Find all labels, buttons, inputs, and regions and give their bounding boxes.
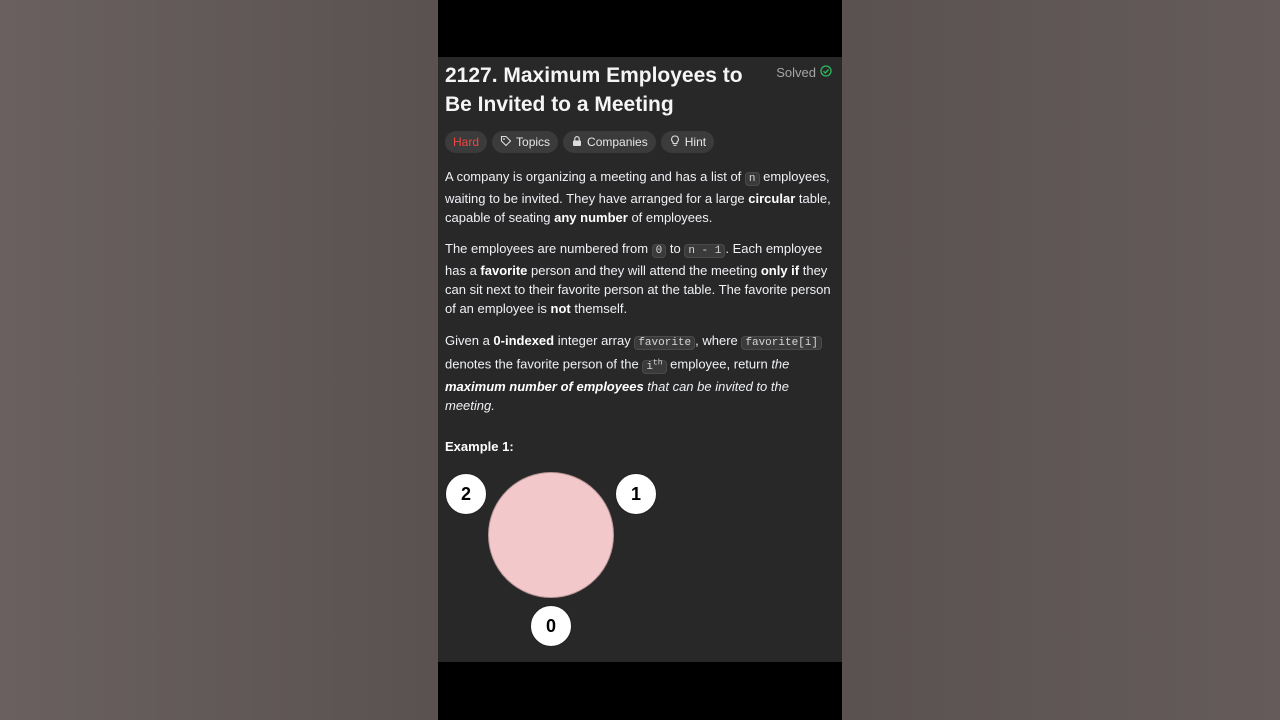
bold-text: favorite [480,263,528,278]
italic-text: the [771,356,790,372]
text: A company is organizing a meeting and has a list of [445,169,745,184]
text: integer array [554,333,635,348]
background-left [0,0,438,720]
phone-frame [438,0,842,720]
companies-label: Companies [587,135,648,149]
employee-node: 1 [615,473,657,515]
inline-code [642,360,666,374]
text: denotes the favorite person of the [445,356,643,372]
circular-table [488,472,614,598]
text: to [666,241,685,256]
example-diagram [438,467,698,657]
employee-node: 2 [445,473,487,515]
text: The employees are numbered from [445,241,652,256]
bold-text: any number [554,210,628,225]
text: person and they will attend the meeting [527,263,761,278]
employee-node: 0 [530,605,572,647]
bold-text: circular [748,191,796,206]
inline-code: 0 [652,244,667,258]
inline-code: favorite [634,336,695,350]
text: . Each employee has a [445,241,823,278]
difficulty-badge: Hard [445,131,487,153]
text: i [646,360,653,373]
inline-code: favorite[i] [741,336,822,350]
text: employee, return [666,356,772,372]
bold-text: only if [760,263,800,278]
lock-icon [571,135,583,150]
text: table, capable of seating [445,191,831,225]
tag-icon [500,135,512,150]
description-paragraph-1 [445,167,837,227]
text: themself. [570,301,628,316]
tag-row [445,131,714,153]
problem-panel [438,57,842,662]
inline-code: n - 1 [684,244,725,258]
solved-label: Solved [776,65,816,80]
bold-text: 0-indexed [493,333,555,348]
description-paragraph-2 [445,239,837,318]
text: they can sit next to their favorite person at the table. The favorite person of an employee is [445,263,831,316]
bold-text: not [550,301,571,316]
lightbulb-icon [669,135,681,150]
topics-label: Topics [516,135,551,149]
text: of employees. [627,210,713,225]
inline-code: n [745,172,760,186]
companies-button[interactable] [563,131,656,153]
text: , where [695,333,742,348]
superscript: th [652,358,663,367]
hint-button[interactable] [661,131,714,153]
check-circle-icon [820,65,832,80]
text: employees, waiting to be invited. They have arranged for a large [445,169,830,206]
italic-text: that can be invited to the meeting. [445,378,789,413]
solved-status [776,65,832,80]
description-paragraph-3 [445,331,837,415]
topics-button[interactable] [492,131,558,153]
problem-title: 2127. Maximum Employees to Be Invited to a Meeting [445,64,743,116]
bold-italic-text: maximum number of employees [445,378,644,394]
background-right [842,0,1280,720]
hint-label: Hint [684,135,707,149]
example-title: Example 1: [445,439,514,454]
text: Given a [445,333,494,348]
